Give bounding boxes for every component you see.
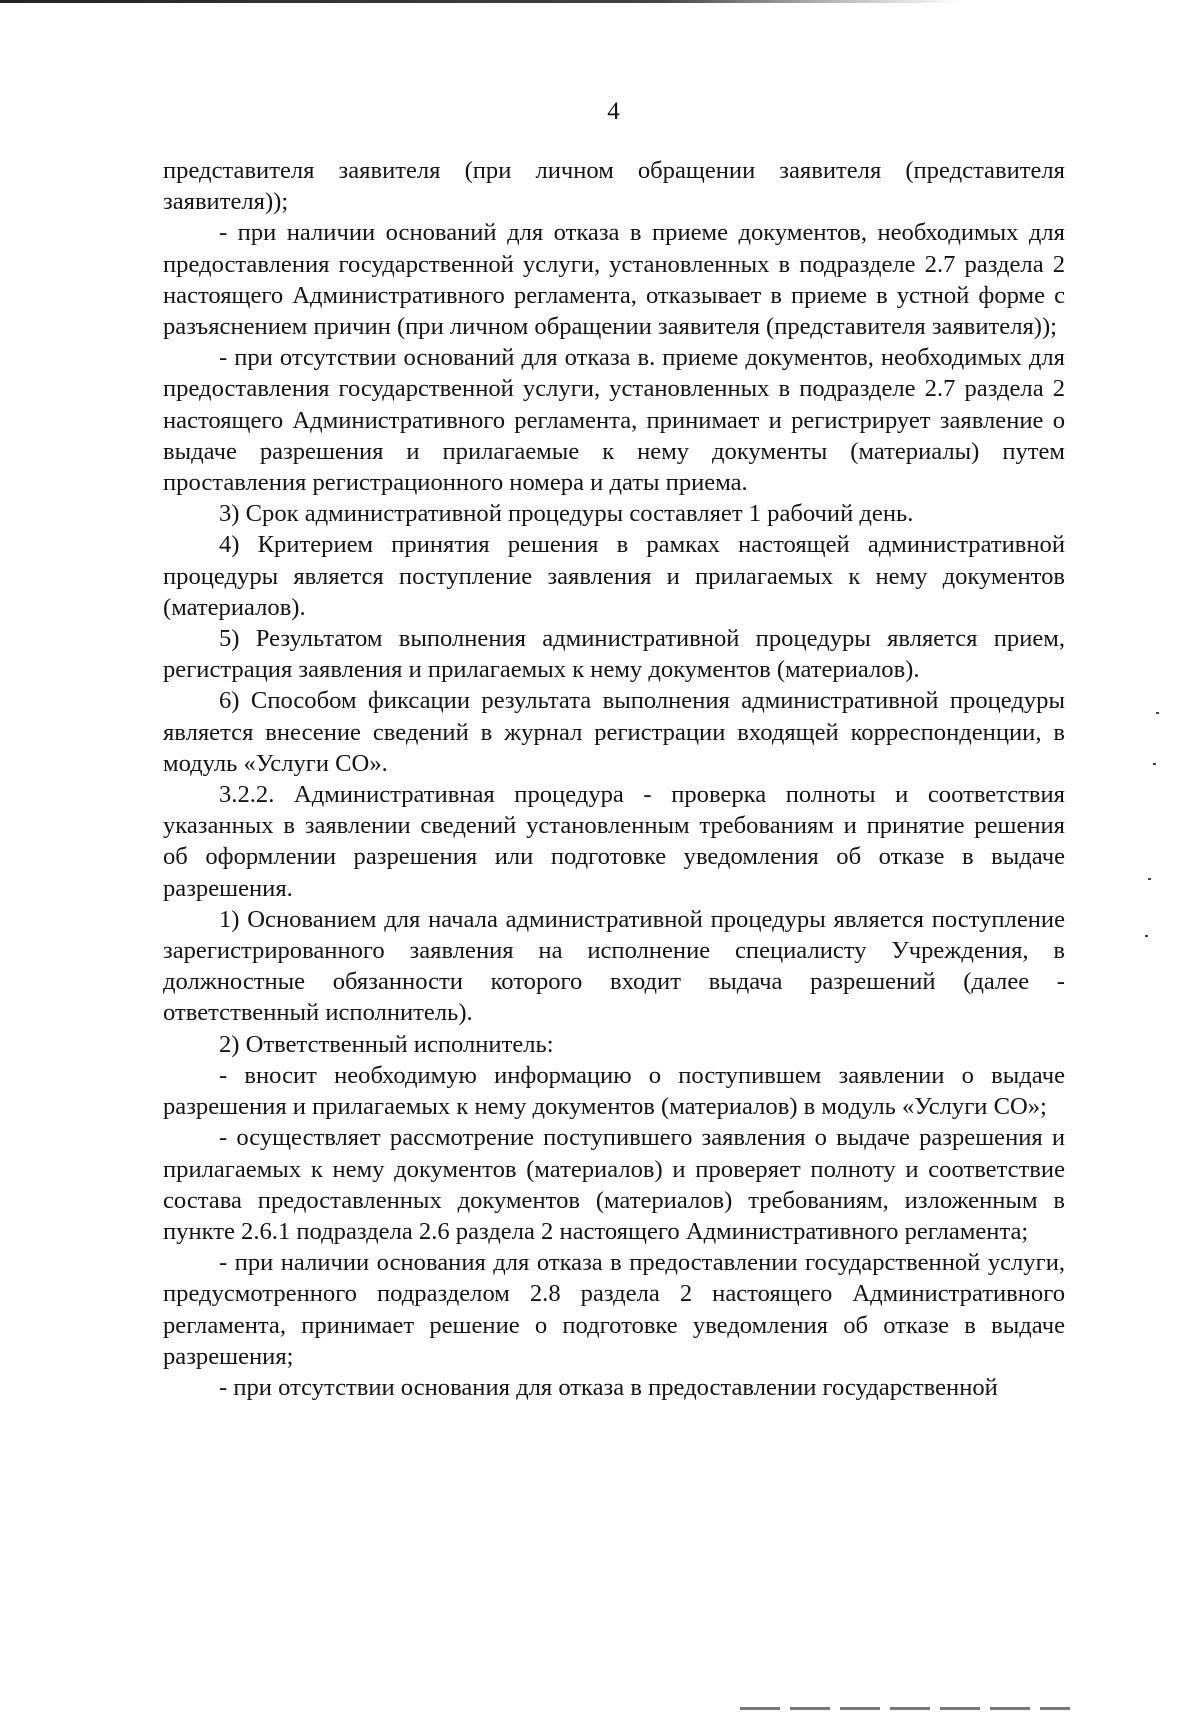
paragraph-reviews-application: - осуществляет рассмотрение поступившего заявления о выдаче разрешения и прилагаемых к нему документов (материалов) и проверяет полноту и соответствие состава предоставленных документов (материалов) требованиям, изложенным в пункте 2.6.1 подраздела 2.6 раздела 2 настоящего Административного регламента; bbox=[163, 1124, 1065, 1245]
scan-speck bbox=[1145, 935, 1148, 937]
paragraph-procedure-result: 5) Результатом выполнения административной процедуры является прием, регистрация заявления и прилагаемых к нему документов (материалов). bbox=[163, 625, 1065, 684]
paragraph-result-recording: 6) Способом фиксации результата выполнения административной процедуры является внесение сведений в журнал регистрации входящей корреспонденции, в модуль «Услуги СО». bbox=[163, 687, 1065, 777]
paragraph-refusal-decision: - при наличии основания для отказа в предоставлении государственной услуги, предусмотренного подразделом 2.8 раздела 2 настоящего Административного регламента, принимает решение о подготовке уведомления об отказе в выдаче разрешения; bbox=[163, 1249, 1065, 1370]
scan-speck bbox=[1153, 763, 1156, 765]
document-body bbox=[163, 155, 1065, 1403]
paragraph-continuation: представителя заявителя (при личном обращении заявителя (представителя заявителя)); bbox=[163, 157, 1065, 216]
paragraph-enters-information: - вносит необходимую информацию о поступившем заявлении о выдаче разрешения и прилагаемых к нему документов (материалов) в модуль «Услуги СО»; bbox=[163, 1061, 1065, 1121]
scan-speck bbox=[1148, 878, 1151, 880]
paragraph-procedure-basis: 1) Основанием для начала административной процедуры является поступление зарегистрированного заявления на исполнение специалисту Учреждения, в должностные обязанности которого входит выдача разрешений (далее - ответственный исполнитель). bbox=[163, 905, 1065, 1027]
paragraph-section-3-2-2: 3.2.2. Административная процедура - проверка полноты и соответствия указанных в заявлении сведений установленным требованиям и принятие решения об оформлении разрешения или подготовке уведомления об отказе в выдаче разрешения. bbox=[163, 781, 1065, 902]
page-number: 4 bbox=[607, 98, 620, 125]
paragraph-refusal-grounds: - при наличии оснований для отказа в приеме документов, необходимых для предоставления государственной услуги, установленных в подразделе 2.7 раздела 2 настоящего Административного регламента, отказывает в приеме в устной форме с разъяснением причин (при личном обращении заявителя (представителя заявителя)); bbox=[163, 219, 1065, 341]
paragraph-procedure-term: 3) Срок административной процедуры составляет 1 рабочий день. bbox=[219, 500, 914, 528]
paragraph-responsible-executor: 2) Ответственный исполнитель: bbox=[219, 1030, 554, 1058]
paragraph-no-refusal-grounds: - при отсутствии оснований для отказа в. приеме документов, необходимых для предоставления государственной услуги, установленных в подразделе 2.7 раздела 2 настоящего Административного регламента, принимает и регистрирует заявление о выдаче разрешения и прилагаемые к нему документы (материалы) путем проставления регистрационного номера и даты приема. bbox=[163, 344, 1065, 497]
scan-speck bbox=[1156, 712, 1159, 714]
paragraph-decision-criterion: 4) Критерием принятия решения в рамках настоящей административной процедуры является поступление заявления и прилагаемых к нему документов (материалов). bbox=[163, 531, 1065, 621]
scan-edge-bottom bbox=[740, 1707, 1070, 1710]
scan-edge-top bbox=[0, 0, 1200, 3]
paragraph-no-refusal-basis: - при отсутствии основания для отказа в предоставлении государственной bbox=[219, 1373, 998, 1401]
